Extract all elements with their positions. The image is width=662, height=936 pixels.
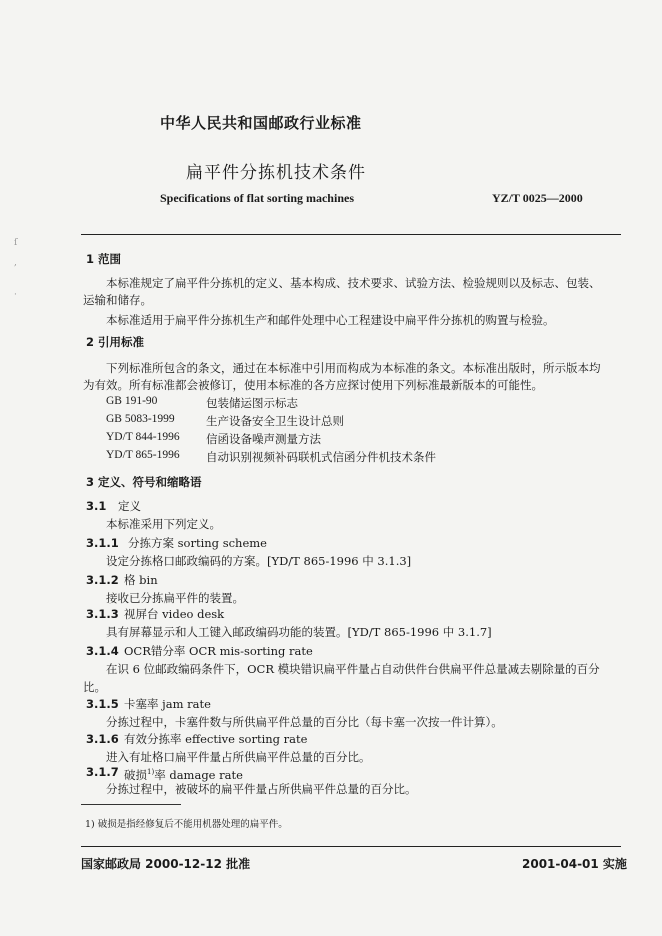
section-1-text: 本标准规定了扁平件分拣机的定义、基本构成、技术要求、试验方法、检验规则以及标志、包装、 <box>106 276 601 290</box>
approval-date: 国家邮政局 2000-12-12 批准 <box>81 857 251 871</box>
clause-title: 分拣方案 sorting scheme <box>128 536 267 550</box>
footnote: 1) 破损是指经修复后不能用机器处理的扁平件。 <box>85 819 288 830</box>
section-1-text: 本标准适用于扁平件分拣机生产和邮件处理中心工程建设中扁平件分拣机的购置与检验。 <box>106 313 555 327</box>
clause-number: 3.1.7 <box>86 765 119 779</box>
clause-title: OCR错分率 OCR mis-sorting rate <box>124 644 313 658</box>
clause-title: 视屏台 video desk <box>124 607 225 621</box>
clause-number: 3.1.6 <box>86 732 119 746</box>
footnote-reference: 1) <box>147 768 155 776</box>
footnote-rule <box>81 804 181 805</box>
clause-number: 3.1.3 <box>86 607 119 621</box>
clause-title-part: 率 damage rate <box>154 767 243 782</box>
reference-title: 自动识别视频补码联机式信函分件机技术条件 <box>206 450 436 464</box>
document-title: 扁平件分拣机技术条件 <box>186 163 366 183</box>
section-2-text: 为有效。所有标准都会被修订，使用本标准的各方应探讨使用下列标准最新版本的可能性。 <box>83 378 543 392</box>
clause-number: 3.1 <box>86 499 107 513</box>
reference-code: GB 5083-1999 <box>106 413 175 425</box>
clause-title: 格 bin <box>124 573 158 587</box>
clause-text: 在识 6 位邮政编码条件下，OCR 模块错识扁平件量占自动供件台供扁平件总量减去剔除量的百分 <box>106 662 600 676</box>
clause-text: 具有屏幕显示和人工键入邮政编码功能的装置。[YD/T 865-1996 中 3.1.7] <box>106 625 492 639</box>
header-rule <box>81 234 621 235</box>
effective-date: 2001-04-01 实施 <box>522 857 627 871</box>
clause-text: 分拣过程中，卡塞件数与所供扁平件总量的百分比（每卡塞一次按一件计算）。 <box>106 715 503 729</box>
clause-text: 设定分拣格口邮政编码的方案。[YD/T 865-1996 中 3.1.3] <box>106 554 412 568</box>
clause-number: 3.1.4 <box>86 644 119 658</box>
standard-code: YZ/T 0025—2000 <box>492 191 583 205</box>
section-1-text: 运输和储存。 <box>83 293 152 307</box>
clause-text: 接收已分拣扁平件的装置。 <box>106 591 244 605</box>
footer-rule <box>81 846 621 847</box>
clause-number: 3.1.1 <box>86 536 119 550</box>
section-1-heading: 1 范围 <box>86 252 122 266</box>
reference-title: 信函设备噪声测量方法 <box>206 432 321 446</box>
issuing-body-heading: 中华人民共和国邮政行业标准 <box>160 114 362 132</box>
scan-margin-mark: , <box>14 258 17 268</box>
section-2-heading: 2 引用标准 <box>86 335 145 349</box>
clause-text: 本标准采用下列定义。 <box>106 517 221 531</box>
clause-title: 卡塞率 jam rate <box>124 697 211 711</box>
scan-margin-mark: · <box>14 290 17 300</box>
reference-code: YD/T 865-1996 <box>106 449 180 461</box>
document-title-english: Specifications of flat sorting machines <box>160 191 354 205</box>
reference-title: 包装储运图示标志 <box>206 396 298 410</box>
scan-margin-mark: ſ <box>14 238 18 248</box>
section-2-text: 下列标准所包含的条文，通过在本标准中引用而构成为本标准的条文。本标准出版时，所示版本均 <box>106 361 601 375</box>
clause-text: 进入有址格口扁平件量占所供扁平件总量的百分比。 <box>106 750 371 764</box>
clause-title: 定义 <box>118 499 141 513</box>
clause-text: 分拣过程中，被破坏的扁平件量占所供扁平件总量的百分比。 <box>106 782 417 796</box>
clause-text: 比。 <box>83 680 106 694</box>
reference-code: YD/T 844-1996 <box>106 431 180 443</box>
clause-number: 3.1.5 <box>86 697 119 711</box>
reference-code: GB 191-90 <box>106 395 158 407</box>
section-3-heading: 3 定义、符号和缩略语 <box>86 475 202 489</box>
clause-title: 有效分拣率 effective sorting rate <box>124 732 308 746</box>
clause-title-part: 破损 <box>124 767 147 782</box>
reference-title: 生产设备安全卫生设计总则 <box>206 414 344 428</box>
clause-number: 3.1.2 <box>86 573 119 587</box>
